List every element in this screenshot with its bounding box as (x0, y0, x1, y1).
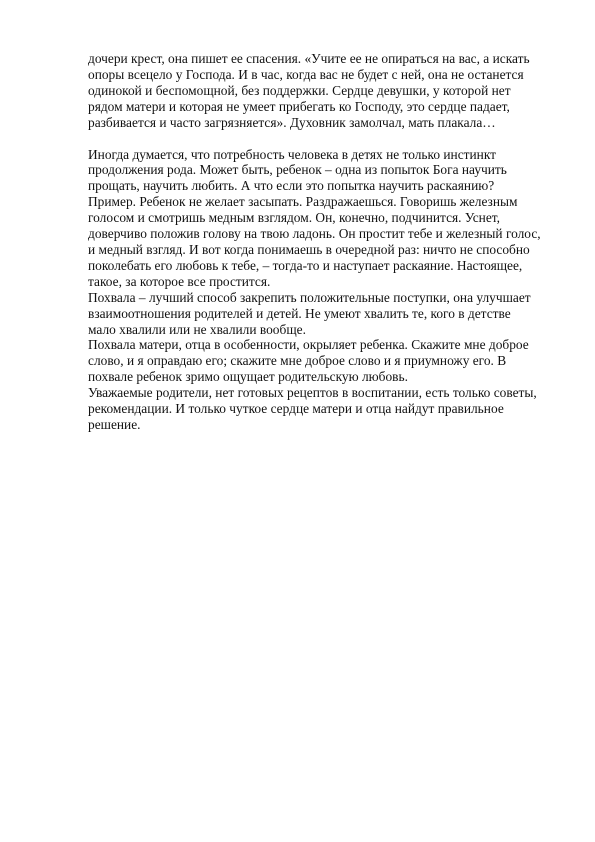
text-line: и медный взгляд. И вот когда понимаешь в очередной раз: ничто не способно (88, 241, 530, 257)
paragraph-gap (88, 131, 558, 147)
text-line: рядом матери и которая не умеет прибегать ко Господу, это сердце падает, (88, 98, 510, 114)
text-line: решение. (88, 416, 141, 432)
text-line: рекомендации. И только чуткое сердце матери и отца найдут правильное (88, 401, 504, 417)
text-line: поколебать его любовь к тебе, – тогда-то и наступает раскаяние. Настоящее, (88, 257, 523, 273)
text-line: Пример. Ребенок не желает засыпать. Раздражаешься. Говоришь железным (88, 194, 518, 210)
text-line: мало хвалили или не хвалили вообще. (88, 321, 306, 337)
text-line: Похвала – лучший способ закрепить положительные поступки, она улучшает (88, 289, 531, 305)
text-line: дочери крест, она пишет ее спасения. «Учите ее не опираться на вас, а искать (88, 51, 530, 66)
text-line: разбивается и часто загрязняется». Духовник замолчал, мать плакала… (88, 114, 496, 130)
text-line: слово, и я оправдаю его; скажите мне доброе слово и я приумножу его. В (88, 353, 507, 369)
text-line: прощать, научить любить. А что если это попытка научить раскаянию? (88, 178, 495, 194)
text-line: Похвала матери, отца в особенности, окрыляет ребенка. Скажите мне доброе (88, 337, 529, 353)
paragraph-confessor-quote (88, 51, 558, 131)
text-line: такое, за которое все простится. (88, 273, 271, 289)
text-line: голосом и смотришь медным взглядом. Он, конечно, подчинится. Уснет, (88, 210, 500, 226)
text-line: Уважаемые родители, нет готовых рецептов в воспитании, есть только советы, (88, 385, 537, 401)
text-line: одинокой и беспомощной, без поддержки. Сердце девушки, у которой нет (88, 82, 511, 98)
text-line: продолжения рода. Может быть, ребенок – одна из попыток Бога научить (88, 162, 507, 178)
text-line: опоры всецело у Господа. И в час, когда вас не будет с ней, она не останется (88, 66, 524, 82)
text-line: Иногда думается, что потребность человека в детях не только инстинкт (88, 146, 497, 162)
text-line: доверчиво положив голову на твою ладонь. Он простит тебе и железный голос, (88, 226, 541, 242)
document-page (88, 51, 558, 433)
text-line: взаимоотношения родителей и детей. Не умеют хвалить те, кого в детстве (88, 305, 511, 321)
text-line: похвале ребенок зримо ощущает родительскую любовь. (88, 369, 408, 385)
paragraph-main-text (88, 147, 558, 433)
